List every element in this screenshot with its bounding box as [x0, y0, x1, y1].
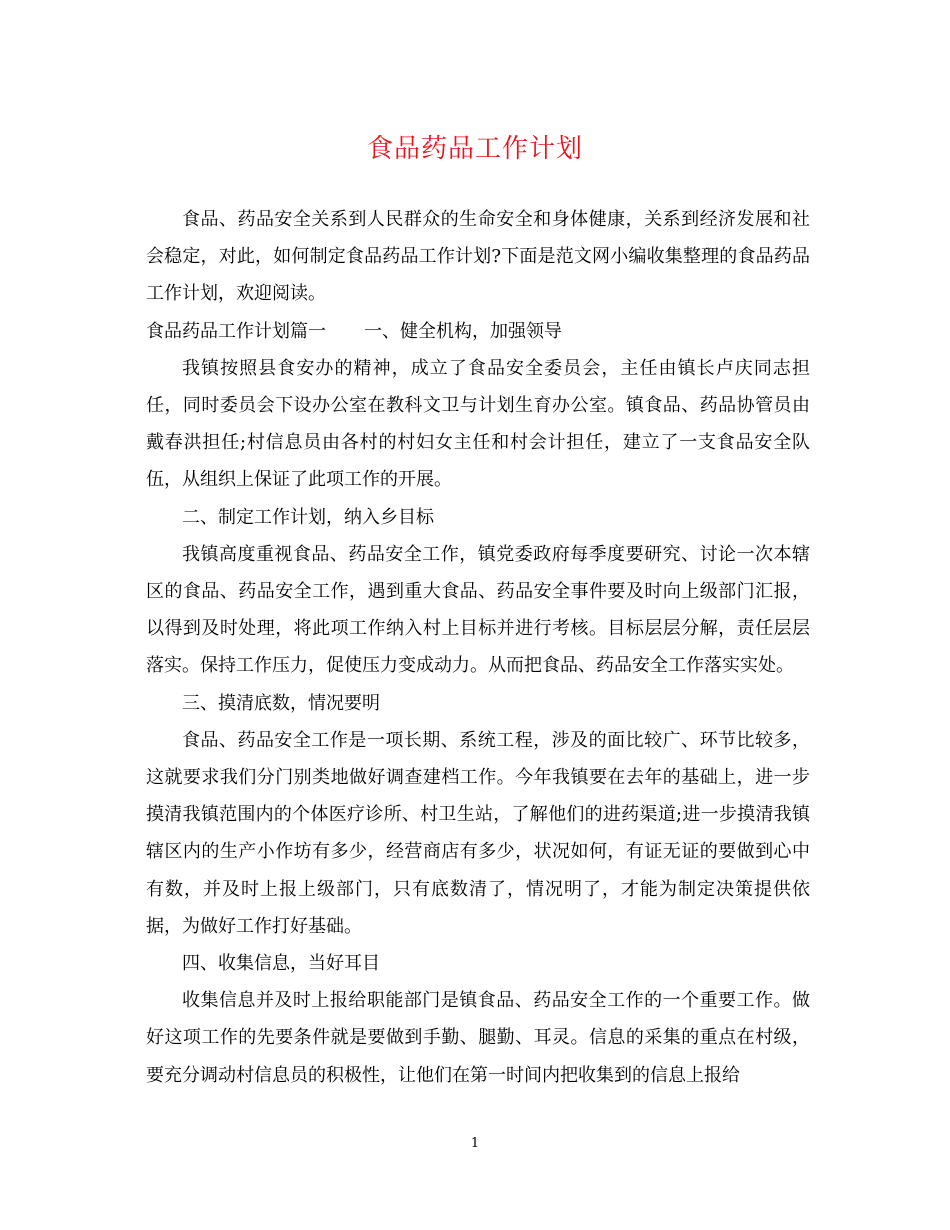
paragraph-organization: 我镇按照县食安办的精神，成立了食品安全委员会，主任由镇长卢庆同志担任，同时委员会下设办公室在教科文卫与计划生育办公室。镇食品、药品协管员由戴春洪担任;村信息员由各村的村妇女主任和村会计担任，建立了一支食品安全队伍，从组织上保证了此项工作的开展。	[146, 357, 810, 491]
document-body	[146, 201, 810, 1094]
document-title: 食品药品工作计划	[366, 134, 583, 164]
section-part-label: 食品药品工作计划篇一	[146, 320, 326, 342]
section-heading-4: 四、收集信息，当好耳目	[182, 953, 380, 975]
section-heading-1: 一、健全机构，加强领导	[364, 320, 562, 342]
section-heading-3: 三、摸清底数，情况要明	[182, 692, 380, 714]
page-number: 1	[470, 1136, 480, 1151]
paragraph-survey: 食品、药品安全工作是一项长期、系统工程，涉及的面比较广、环节比较多，这就要求我们分门别类地做好调查建档工作。今年我镇要在去年的基础上，进一步摸清我镇范围内的个体医疗诊所、村卫生站，了解他们的进药渠道;进一步摸清我镇辖区内的生产小作坊有多少，经营商店有多少，状况如何，有证无证的要做到心中有数，并及时上报上级部门，只有底数清了，情况明了，才能为制定决策提供依据，为做好工作打好基础。	[146, 729, 810, 937]
paragraph-plan: 我镇高度重视食品、药品安全工作，镇党委政府每季度要研究、讨论一次本辖区的食品、药品安全工作，遇到重大食品、药品安全事件要及时向上级部门汇报，以得到及时处理，将此项工作纳入村上目标并进行考核。目标层层分解，责任层层落实。保持工作压力，促使压力变成动力。从而把食品、药品安全工作落实实处。	[146, 543, 810, 677]
intro-paragraph: 食品、药品安全关系到人民群众的生命安全和身体健康，关系到经济发展和社会稳定，对此，如何制定食品药品工作计划?下面是范文网小编收集整理的食品药品工作计划，欢迎阅读。	[146, 209, 810, 305]
section-line	[146, 313, 810, 350]
section-heading-2: 二、制定工作计划，纳入乡目标	[182, 506, 434, 528]
paragraph-information: 收集信息并及时上报给职能部门是镇食品、药品安全工作的一个重要工作。做好这项工作的先要条件就是要做到手勤、腿勤、耳灵。信息的采集的重点在村级，要充分调动村信息员的积极性，让他们在第一时间内把收集到的信息上报给	[146, 990, 810, 1086]
